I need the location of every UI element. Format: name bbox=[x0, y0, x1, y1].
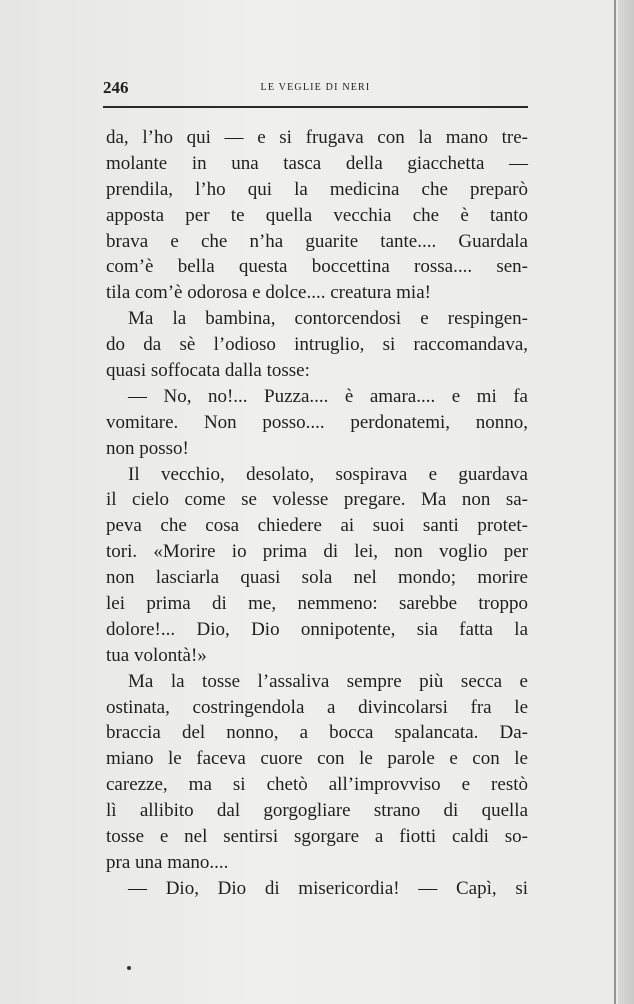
text-line: il cielo come se volesse pregare. Ma non sa- bbox=[106, 489, 528, 511]
text-line: — Dio, Dio di misericordia! — Capì, si bbox=[128, 877, 528, 899]
text-line: carezze, ma si chetò all’improvviso e restò bbox=[106, 774, 528, 796]
text-line: brava e che n’ha guarite tante.... Guardala bbox=[106, 230, 528, 252]
text-line: vomitare. Non posso.... perdonatemi, nonno, bbox=[106, 411, 528, 433]
text-line: non posso! bbox=[106, 437, 189, 459]
text-line: non lasciarla quasi sola nel mondo; morire bbox=[106, 567, 528, 589]
text-line: lei prima di me, nemmeno: sarebbe troppo bbox=[106, 593, 528, 615]
text-line: prendila, l’ho qui la medicina che preparò bbox=[106, 178, 528, 200]
text-line: pra una mano.... bbox=[106, 851, 229, 873]
header-rule bbox=[103, 106, 528, 108]
page-number: 246 bbox=[103, 78, 129, 97]
text-line: tosse e nel sentirsi sgorgare a fiotti caldi so- bbox=[106, 826, 528, 848]
text-line: tila com’è odorosa e dolce.... creatura mia! bbox=[106, 282, 431, 304]
binding-edge-line bbox=[614, 0, 616, 1004]
page-header bbox=[103, 78, 528, 100]
text-line: molante in una tasca della giacchetta — bbox=[106, 152, 528, 174]
text-line: apposta per te quella vecchia che è tanto bbox=[106, 204, 528, 226]
text-line: ostinata, costringendola a divincolarsi fra le bbox=[106, 696, 528, 718]
text-line: Il vecchio, desolato, sospirava e guardava bbox=[128, 463, 528, 485]
text-line: — No, no!... Puzza.... è amara.... e mi fa bbox=[128, 385, 528, 407]
ink-speck bbox=[127, 966, 131, 970]
text-line: quasi soffocata dalla tosse: bbox=[106, 360, 310, 382]
text-line: dolore!... Dio, Dio onnipotente, sia fatta la bbox=[106, 618, 528, 640]
text-line: miano le faceva cuore con le parole e con le bbox=[106, 748, 528, 770]
text-line: Ma la tosse l’assaliva sempre più secca e bbox=[128, 670, 528, 692]
text-line: da, l’ho qui — e si frugava con la mano tre- bbox=[106, 127, 528, 148]
text-line: com’è bella questa boccettina rossa.... sen- bbox=[106, 256, 528, 278]
page-edge-shadow bbox=[618, 0, 634, 1004]
body-text bbox=[106, 125, 528, 902]
running-head: LE VEGLIE DI NERI bbox=[260, 82, 371, 93]
text-line: braccia del nonno, a bocca spalancata. Da- bbox=[106, 722, 528, 744]
text-line: peva che cosa chiedere ai suoi santi protet- bbox=[106, 515, 528, 537]
text-line: Ma la bambina, contorcendosi e respingen- bbox=[128, 308, 528, 330]
text-line: lì allibito dal gorgogliare strano di quella bbox=[106, 800, 528, 822]
text-line: tori. «Morire io prima di lei, non voglio per bbox=[106, 541, 528, 563]
text-line: tua volontà!» bbox=[106, 644, 207, 666]
text-line: do da sè l’odioso intruglio, si raccomandava, bbox=[106, 334, 528, 356]
